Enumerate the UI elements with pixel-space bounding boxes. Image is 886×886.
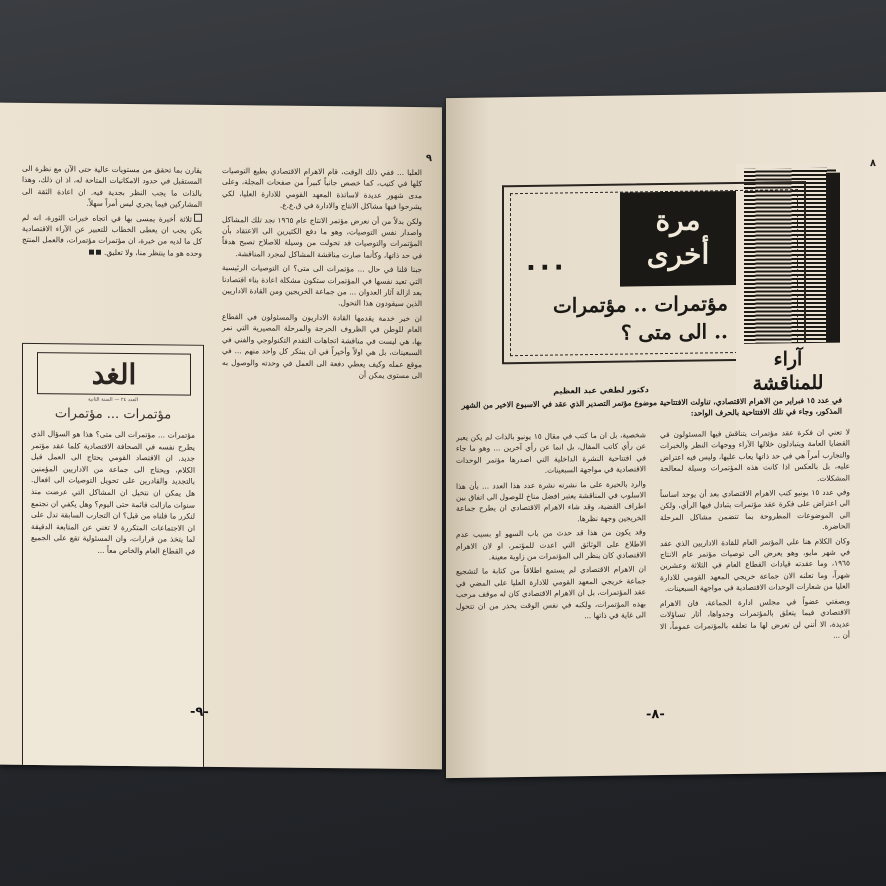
paragraph: وكان الكلام هنا على المؤتمر العام للقادة الاداريين الذي عقد في شهر مايو، وهو يعرض الى توصيات مؤتمر عام الانتاج ١٩٦٥، وما عقدته قيادات القطاع العام في الثلاثة وعشرين شهراً، وما تعلنه الان جماعة خريجي المعهد القومي للادارة العليا من شعارات الوحدات الاقتصادية في مواجهة السبعينات.: [660, 536, 850, 594]
column-left: [22, 163, 202, 262]
clipping-box: [22, 343, 204, 769]
paragraph: وفي عدد ١٥ يونيو كتب الاهرام الاقتصادي بعد أن يوجد اساساً الى اعتراض على فكرة عقد مؤتمرات يتبادل فيها الرأي، ولكن الى الموضوعات المطروحة بما تتضمن مشاكل المرحلة الحاضرة.: [660, 487, 850, 532]
left-page: [0, 103, 442, 770]
paragraph: العليا ... ففي ذلك الوقت، قام الاهرام الاقتصادي بطبع التوصيات كلها في كتيب، كما خصص جانباً كبيراً من صفحات المجلة، وعلى مدى شهور عديدة لاساتذة المعهد القومي للادارة العليا، لكي يشرحوا فيها مشاكل الانتاج والادارة في ق.ع.ع.: [222, 166, 422, 212]
end-mark-icon: [96, 250, 101, 255]
paragraph: وقد يكون من هذا قد حدث من باب السهو او بسبب عدم الاطلاع على الوثائق التي اعدت للمؤتمر، او لان الاهرام الاقتصادي كان ينظر الى المؤتمرات من زاوية معينة.: [456, 527, 646, 562]
title-dots: ...: [526, 246, 568, 277]
clipping-heading: مؤتمرات ... مؤتمرات: [54, 406, 172, 423]
paragraph: والرد بالحيرة على ما نشرته نشرة عدد هذا العدد ... بأن هذا الاسلوب في المناقشة يعتبر افضل مناخ للوصول الى اتفاق بين اطراف القضية، وقد شاء الاهرام الاقتصادي ان يطرح جماعة الخريجين وجهة نظرها.: [456, 478, 646, 524]
section-label: آراء للمناقشة: [736, 343, 840, 406]
folio: -٩-: [190, 704, 209, 720]
paragraph: ان خير خدمة يقدمها القادة الاداريون والمسئولون في القطاع العام للوطن في الظروف الحرجة والمرحلة المصيرية التي نمر بها، هي ليست في مناقشة اتجاهات التقدم التكنولوجي والفني في السبعينات، بل هي اولاً وأخيراً في ان يبتكر كل واحد منهم ... في موقع عمله وكيف يعطي دفعة الى العمل في وحدته والوصول به الى مستوى يمكن أن: [222, 311, 422, 381]
folio: -٨-: [646, 707, 665, 723]
title-box: مرة أخرى: [620, 191, 736, 287]
newspaper-logo: الغد: [37, 352, 191, 396]
right-page: [446, 92, 886, 778]
paragraph: شخصية، بل ان ما كتب في مقال ١٥ يونيو بالذات لم يكن يعبر عن رأي كاتب المقال، بل انما عن رأي آخرين ... وهو ما جاء في افتتاحية النشرة الداخلية التي اصدرها مؤتمر الوحدات الاقتصادية في مواجهة السبعينات.: [456, 430, 646, 475]
column-right: [660, 426, 850, 729]
page-number: ٩: [425, 153, 432, 165]
paragraph: جبنا قلنا في حال ... مؤتمرات الى متى؟ ان التوصيات الرئيسية التي تعيد نفسها في المؤتمرات ستكون مشكلة اعادة بناء اقتصادنا بعد ازالة آثار العدوان ... من جماعة الخريجين ومن القادة الاداريين الذين سيقودون هذا التحول.: [222, 263, 422, 309]
end-mark-icon: [89, 249, 94, 254]
title-line: مؤتمرات .. مؤتمرات: [552, 291, 728, 318]
intro-paragraph: في عدد ١٥ فبراير من الاهرام الاقتصادي، تناولت الافتتاحية موضوع مؤتمر التصدير الذي عقد في الاسبوع الاخير من الشهر المذكور، وجاء في تلك الافتتاحية بالحرف الواحد:: [461, 395, 842, 418]
paragraph: ان الاهرام الاقتصادي لم يستمع اطلاقاً من كتابة ما لتشجيع جماعة خريجي المعهد القومي للادارة العليا على المضي في عقد المؤتمرات، بل ان الاهرام الاقتصادي كان له موقف مرحب بهذه المؤتمرات، ولكنه في نفس الوقت يحذر من ان تتحول الى غاية في ذاتها ...: [456, 564, 646, 621]
clipping-subtitle: العدد ٢٤ — السنة الثانية: [88, 396, 138, 404]
page-title: [524, 289, 728, 348]
paragraph: يقارن بما تحقق من مستويات عالية حتى الآن مع نظرة الى المستقبل في حدود الامكانيات المتاحة له، اذ ان ذلك، وهذا بالذات ما يجب النظر بجدية فيه. ان اعادة الثقة الى المشاركين فيما يجري ليس أمراً سهلاً.: [22, 163, 202, 210]
paragraph: ثلاثة أخيرة يمسى بها في اتجاه خبرات الثورة، انه لم يكن يجب ان يعطى الخطاب للتعبير عن الآراء الاقتصادية كل ما لديه من خبرة، ان مؤتمرات مؤتمرات، فالعمل المنتج وحده هو ما ينتظر منا، ولا تعليق.: [22, 212, 202, 258]
column-right: [222, 165, 422, 384]
author-name: دكتور لطفي عبد العظيم: [553, 385, 649, 396]
page-number: ٨: [869, 158, 876, 170]
clipping-text: مؤتمرات ... مؤتمرات الى متى؟ هذا هو السؤال الذي يطرح نفسه في الصحافة الاقتصادية كلما عقد مؤتمر جديد. ان الاقتصاد القومي يحتاج الى العمل قبل الكلام، ويحتاج الى جماعة من الاداريين المؤمنين بالتجديد والقادرين على تحويل التوصيات الى افعال. هل يمكن ان نتخيل ان المشاكل التي عرضت منذ سنوات مازالت قائمة حتى اليوم؟ وهل يكفي ان نجتمع لنكرر ما قلناه من قبل؟ ان التجارب السابقة تدل على ان الاجتماعات المتكررة لا تغني عن المتابعة الدقيقة لما يتخذ من قرارات، وان المسئولية تقع على الجميع في القطاع العام والخاص معاً ...: [31, 429, 195, 556]
marker-icon: [194, 213, 202, 221]
paragraph: لا تعني ان فكرة عقد مؤتمرات يتناقش فيها المسئولون في القضايا العامة ويتبادلون خلالها الآراء ووجهات النظر والخبرات والتجارب أمراً هي في حد ذاتها يعاب عليها، وليس فيه اعتراض عليه، بل بالعكس اذا كانت هذه المؤتمرات وسيلة لمعالجة المشكلات.: [660, 427, 850, 483]
column-left: [456, 429, 646, 732]
paragraph: ولكن بدلاً من أن نعرض مؤتمر الانتاج عام ١٩٦٥ نجد تلك المشاكل واصدار نفس التوصيات، وهو ما دفع الكثيرين الى الاعتقاد بأن المؤتمرات والتوصيات قد تحولت من وسيلة للاصلاح تصبح هدفاً في حد ذاتها، وكأنما صارت مناقشة المشاكل لمجرد المناقشة.: [222, 214, 422, 260]
paragraph: وبصفتي عضواً في مجلس ادارة الجماعة، فان الاهرام الاقتصادي فيما يتعلق بالمؤتمرات وجدواها، أثار تساؤلات عديدة، الا أنني لن تعرض لها ما تعلقه بالمؤتمرات عموماً، الا أن ...: [660, 596, 850, 640]
title-line: .. الى متى ؟: [620, 319, 728, 345]
